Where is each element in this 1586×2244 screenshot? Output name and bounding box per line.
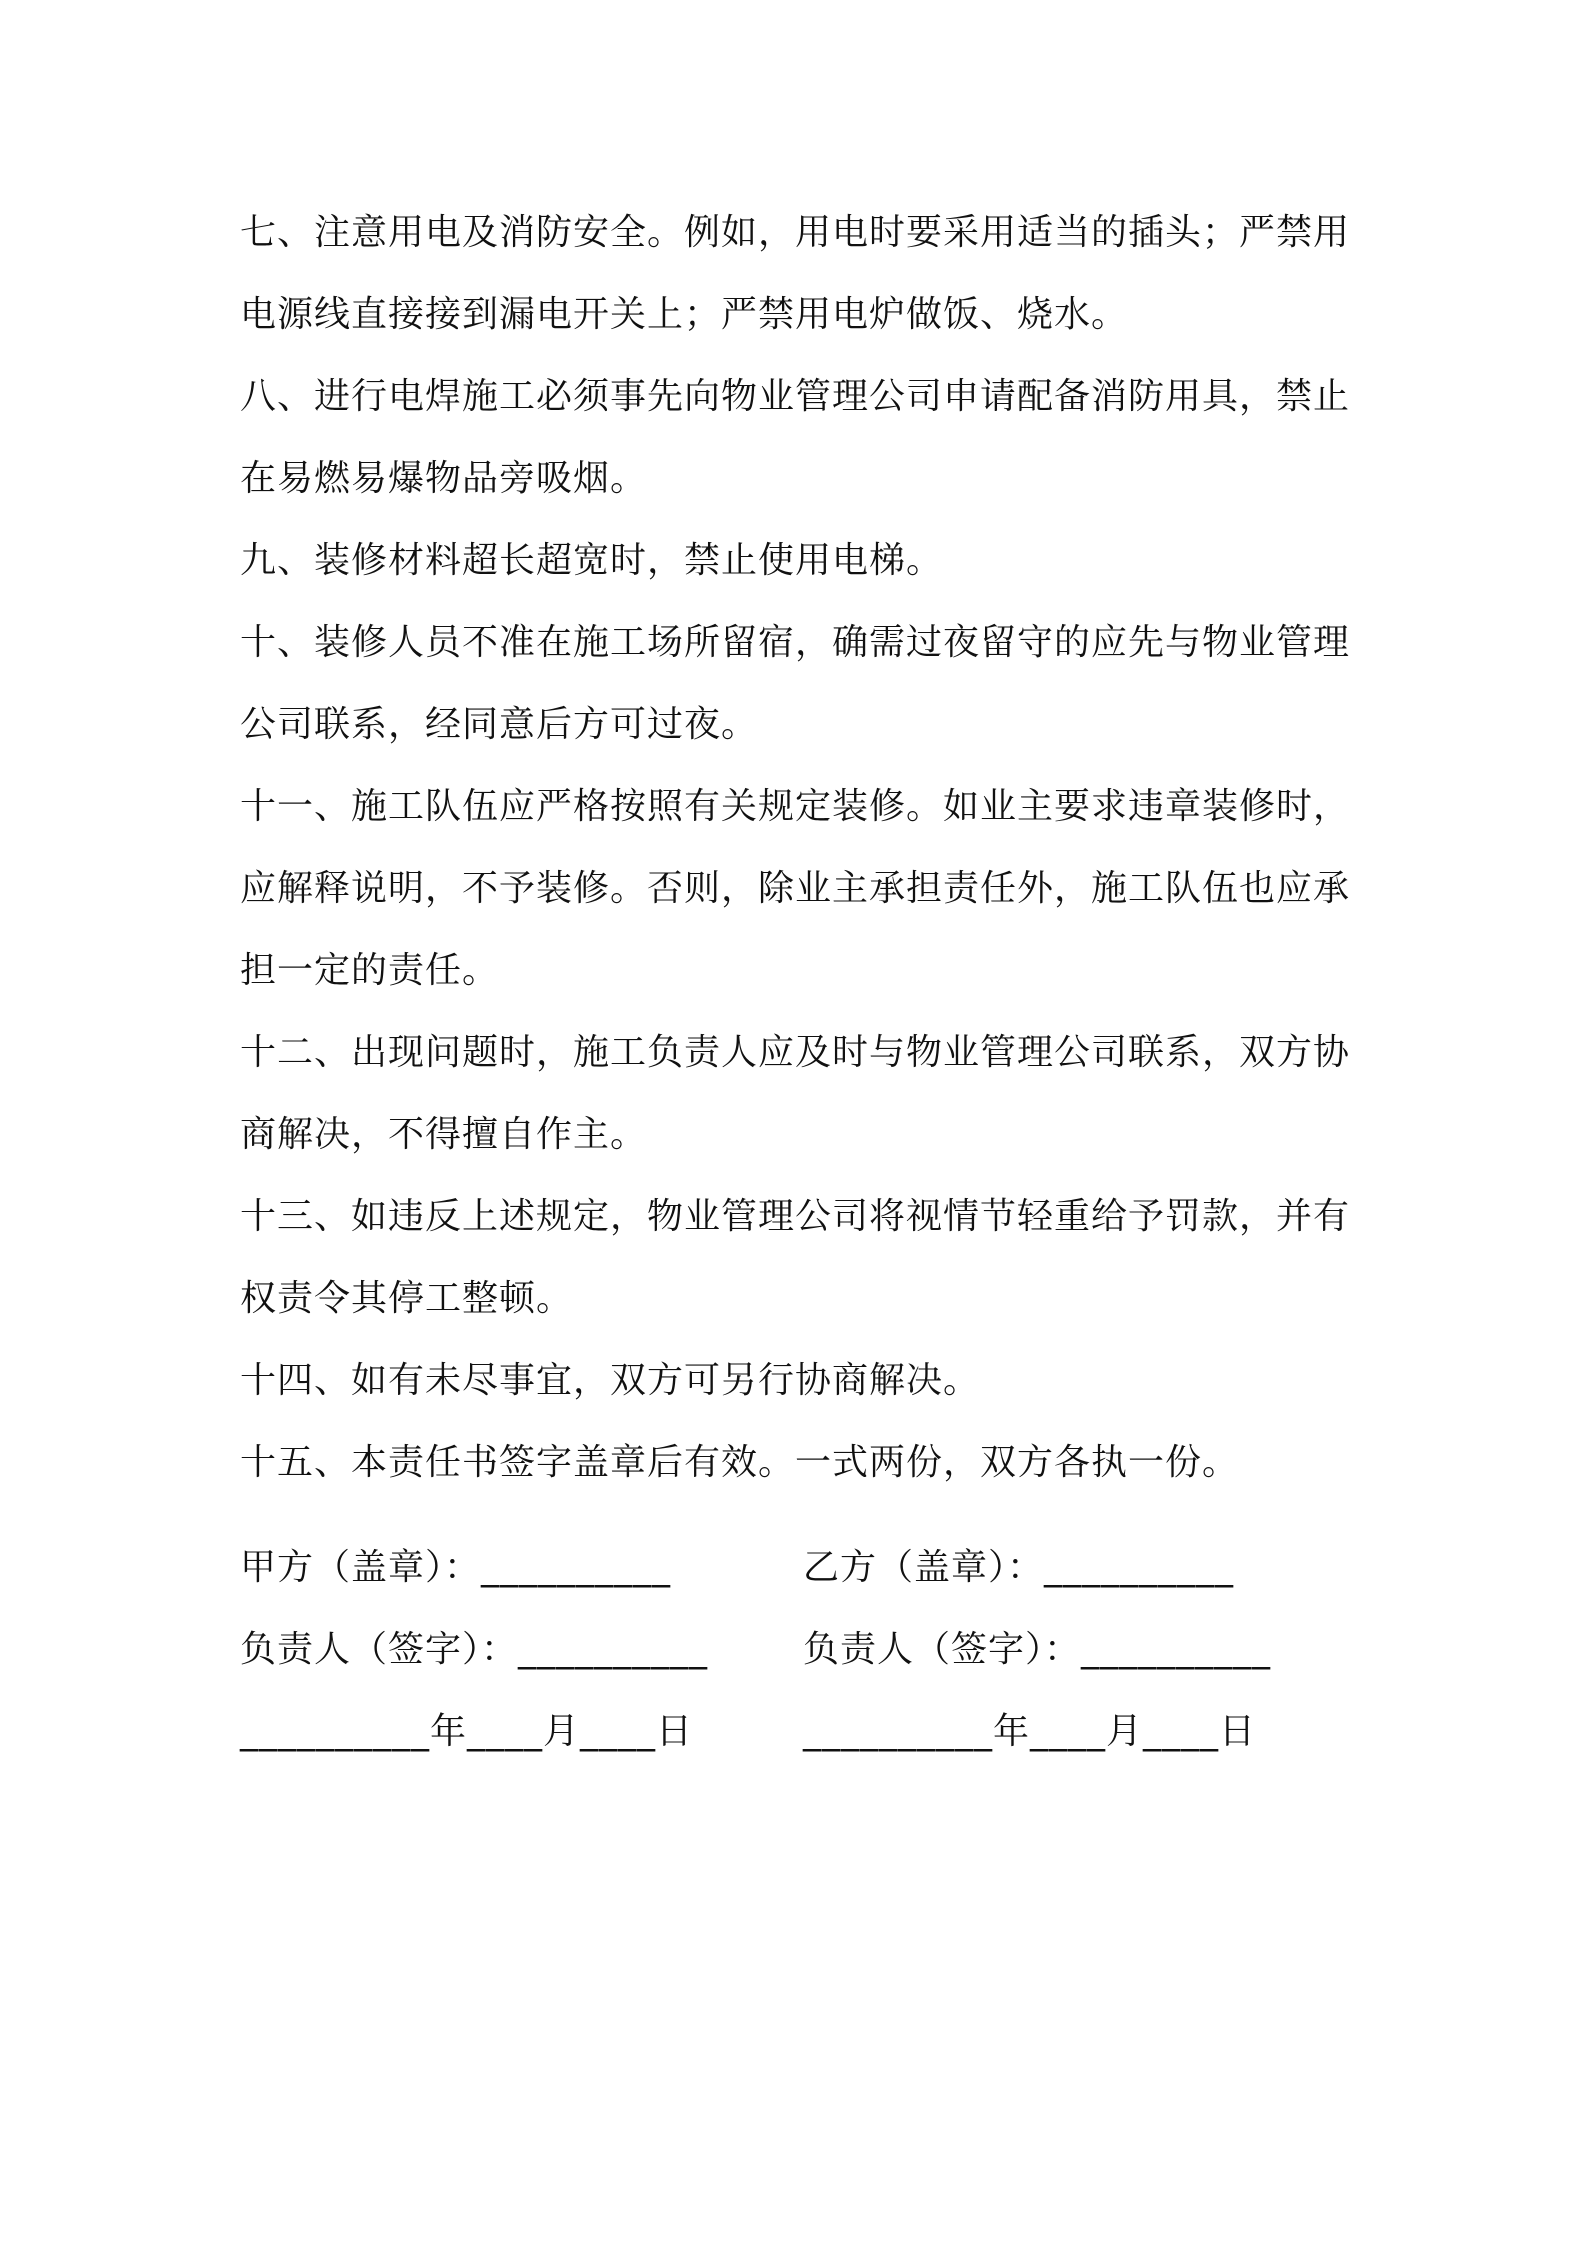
clause-11: 十一、施工队伍应严格按照有关规定装修。如业主要求违章装修时，应解释说明，不予装修。否则，除业主承担责任外，施工队伍也应承担一定的责任。 — [240, 786, 1351, 991]
date-row — [240, 1691, 1360, 1773]
clause-10: 十、装修人员不准在施工场所留宿，确需过夜留守的应先与物业管理公司联系，经同意后方可过夜。 — [240, 622, 1351, 745]
party-a-seal-field: 甲方（盖章）：__________ — [240, 1547, 672, 1588]
clause-list — [240, 192, 1360, 1504]
clause-15: 十五、本责任书签字盖章后有效。一式两份，双方各执一份。 — [240, 1442, 1240, 1483]
clause-7: 七、注意用电及消防安全。例如，用电时要采用适当的插头；严禁用电源线直接接到漏电开关上；严禁用电炉做饭、烧水。 — [240, 212, 1351, 335]
party-b-date-field: __________年____月____日 — [803, 1711, 1256, 1752]
signatory-row — [240, 1609, 1360, 1691]
party-b-seal-field: 乙方（盖章）：__________ — [803, 1547, 1235, 1588]
seal-row — [240, 1527, 1360, 1609]
clause-12: 十二、出现问题时，施工负责人应及时与物业管理公司联系，双方协商解决，不得擅自作主。 — [240, 1032, 1351, 1155]
party-a-date-field: __________年____月____日 — [240, 1711, 693, 1752]
clause-14: 十四、如有未尽事宜，双方可另行协商解决。 — [240, 1360, 981, 1401]
clause-8: 八、进行电焊施工必须事先向物业管理公司申请配备消防用具，禁止在易燃易爆物品旁吸烟。 — [240, 376, 1351, 499]
party-b-signatory-field: 负责人（签字）：__________ — [803, 1629, 1272, 1670]
party-a-signatory-field: 负责人（签字）：__________ — [240, 1629, 709, 1670]
clause-9: 九、装修材料超长超宽时，禁止使用电梯。 — [240, 540, 944, 581]
clause-13: 十三、如违反上述规定，物业管理公司将视情节轻重给予罚款，并有权责令其停工整顿。 — [240, 1196, 1351, 1319]
